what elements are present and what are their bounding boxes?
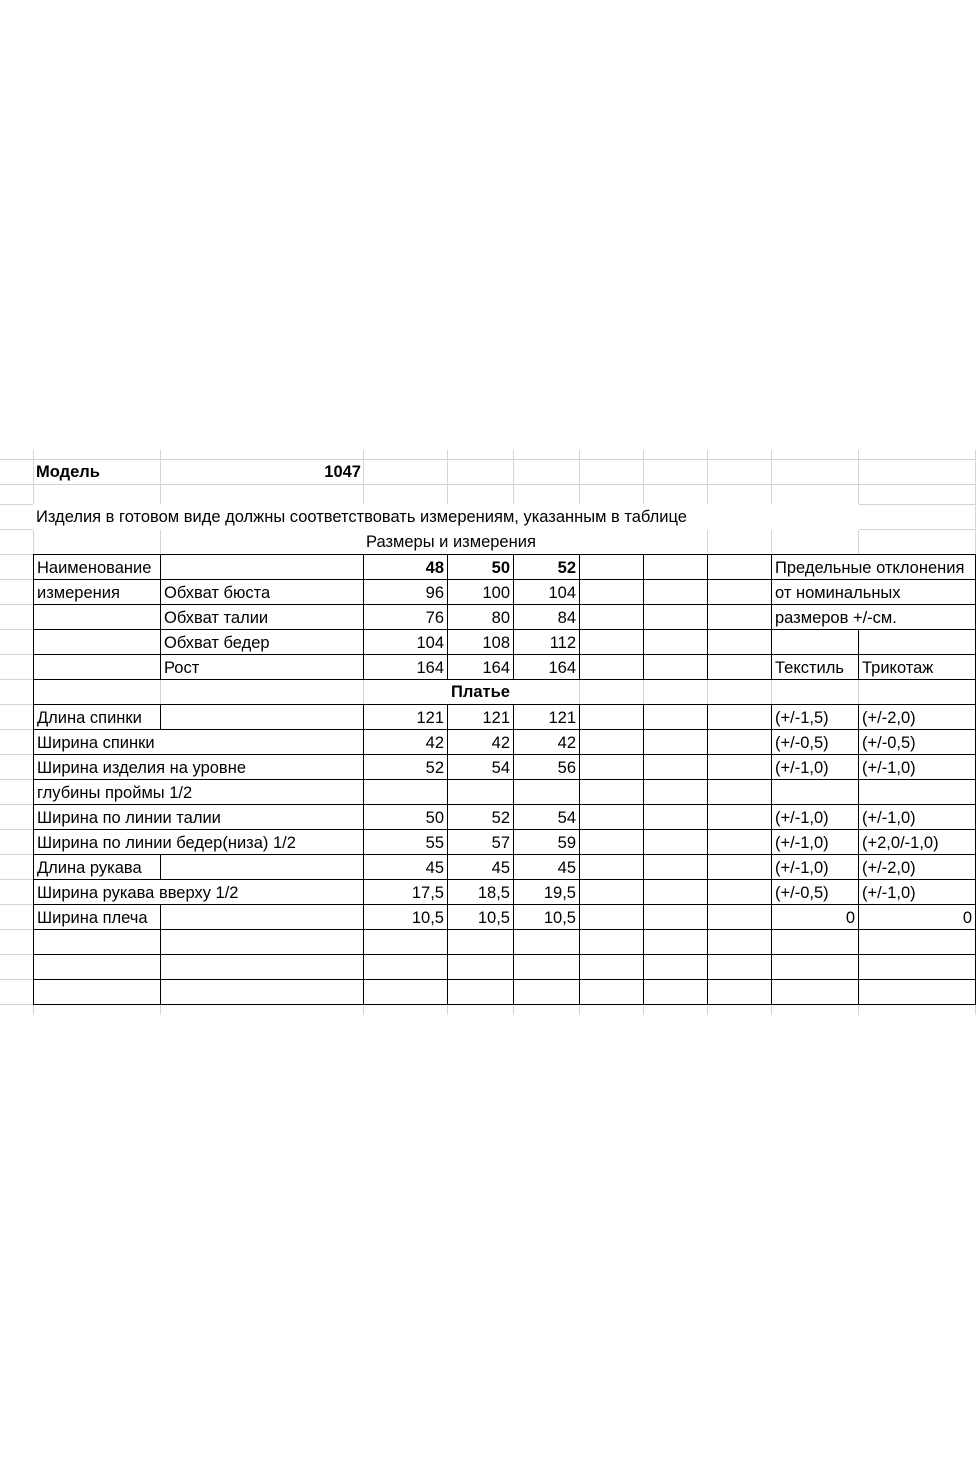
empty-cell[interactable] [363,979,448,1005]
size-header[interactable]: 52 [513,554,580,580]
empty-cell[interactable] [707,554,772,580]
garment-name[interactable]: Ширина рукава вверху 1/2 [33,879,364,905]
garment-value[interactable]: 50 [363,804,448,830]
measurement-value[interactable]: 96 [363,579,448,605]
garment-value[interactable]: 45 [447,854,514,880]
size-header[interactable]: 48 [363,554,448,580]
empty-cell[interactable] [579,879,644,905]
empty-cell[interactable] [643,754,708,780]
textile-tolerance[interactable]: (+/-0,5) [771,729,859,755]
empty-cell[interactable] [858,629,976,655]
empty-cell[interactable] [707,879,772,905]
empty-cell[interactable] [707,979,772,1005]
empty-cell[interactable] [579,704,644,730]
empty-cell[interactable] [858,954,976,980]
garment-value[interactable]: 52 [447,804,514,830]
garment-value[interactable]: 57 [447,829,514,855]
empty-cell[interactable] [707,629,772,655]
note-text[interactable]: Изделия в готовом виде должны соответствовать измерениям, указанным в таблице [33,504,859,530]
garment-value[interactable]: 45 [363,854,448,880]
empty-cell[interactable] [579,554,644,580]
empty-cell[interactable] [643,729,708,755]
deviation-header[interactable]: от номинальных [771,579,976,605]
empty-cell[interactable] [33,954,161,980]
empty-cell[interactable] [160,929,364,955]
empty-cell[interactable] [160,554,364,580]
measurement-value[interactable]: 104 [513,579,580,605]
measurement-name[interactable]: Рост [160,654,364,680]
empty-cell[interactable] [707,804,772,830]
empty-cell[interactable] [643,629,708,655]
garment-name[interactable]: Длина спинки [33,704,161,730]
empty-cell[interactable] [771,629,859,655]
empty-cell[interactable] [579,579,644,605]
measurement-value[interactable]: 84 [513,604,580,630]
empty-cell[interactable] [579,929,644,955]
empty-cell[interactable] [513,979,580,1005]
garment-value[interactable]: 42 [447,729,514,755]
measurement-value[interactable]: 112 [513,629,580,655]
empty-cell[interactable] [707,654,772,680]
measurement-name[interactable]: Обхват талии [160,604,364,630]
empty-cell[interactable] [579,779,644,805]
model-number[interactable]: 1047 [324,463,361,481]
measurement-value[interactable]: 80 [447,604,514,630]
measurement-value[interactable]: 108 [447,629,514,655]
garment-value[interactable]: 121 [363,704,448,730]
empty-cell[interactable] [707,779,772,805]
section-title[interactable]: Платье [447,679,514,705]
knit-tolerance[interactable]: (+/-2,0) [858,854,976,880]
garment-name[interactable]: Ширина по линии бедер(низа) 1/2 [33,829,364,855]
empty-cell[interactable] [579,829,644,855]
textile-tolerance[interactable]: (+/-0,5) [771,879,859,905]
sizes-title[interactable]: Размеры и измерения [363,529,644,555]
garment-value[interactable]: 10,5 [513,904,580,930]
garment-value[interactable]: 54 [513,804,580,830]
empty-cell[interactable] [707,754,772,780]
empty-cell[interactable] [579,754,644,780]
header-name[interactable]: Наименование [33,554,161,580]
measurement-value[interactable]: 100 [447,579,514,605]
empty-cell[interactable] [707,929,772,955]
garment-value[interactable]: 45 [513,854,580,880]
empty-cell[interactable] [643,854,708,880]
empty-cell[interactable] [33,629,161,655]
empty-cell[interactable] [579,654,644,680]
empty-cell[interactable] [160,954,364,980]
empty-cell[interactable] [771,954,859,980]
empty-cell[interactable] [363,954,448,980]
garment-value[interactable] [447,779,514,805]
empty-cell[interactable] [707,729,772,755]
empty-cell[interactable] [643,954,708,980]
textile-tolerance[interactable]: (+/-1,0) [771,829,859,855]
empty-cell[interactable] [160,904,364,930]
garment-value[interactable]: 54 [447,754,514,780]
textile-tolerance[interactable]: (+/-1,0) [771,754,859,780]
measurement-value[interactable]: 76 [363,604,448,630]
knit-tolerance[interactable] [858,779,976,805]
knit-tolerance[interactable]: (+/-2,0) [858,704,976,730]
empty-cell[interactable] [858,979,976,1005]
garment-value[interactable]: 10,5 [447,904,514,930]
model-label[interactable]: Модель [36,463,100,481]
garment-value[interactable]: 10,5 [363,904,448,930]
empty-cell[interactable] [447,929,514,955]
garment-value[interactable]: 19,5 [513,879,580,905]
empty-cell[interactable] [643,579,708,605]
empty-cell[interactable] [771,979,859,1005]
measurement-value[interactable]: 164 [363,654,448,680]
empty-cell[interactable] [707,854,772,880]
knit-tolerance[interactable]: (+/-1,0) [858,804,976,830]
measurement-value[interactable]: 164 [447,654,514,680]
garment-value[interactable]: 59 [513,829,580,855]
measurement-value[interactable]: 164 [513,654,580,680]
measurement-name[interactable]: Обхват бюста [160,579,364,605]
empty-cell[interactable] [643,604,708,630]
garment-value[interactable]: 42 [363,729,448,755]
empty-cell[interactable] [643,654,708,680]
empty-cell[interactable] [513,929,580,955]
empty-cell[interactable] [513,954,580,980]
empty-cell[interactable] [579,804,644,830]
knit-tolerance[interactable]: (+/-1,0) [858,879,976,905]
measurement-name[interactable]: Обхват бедер [160,629,364,655]
knit-tolerance[interactable]: (+/-0,5) [858,729,976,755]
empty-cell[interactable] [579,904,644,930]
empty-cell[interactable] [771,929,859,955]
empty-cell[interactable] [33,929,161,955]
knit-tolerance[interactable]: (+2,0/-1,0) [858,829,976,855]
knitwear-header[interactable]: Трикотаж [858,654,976,680]
garment-name[interactable]: Длина рукава [33,854,161,880]
empty-cell[interactable] [579,604,644,630]
empty-cell[interactable] [643,979,708,1005]
empty-cell[interactable] [579,729,644,755]
deviation-header[interactable]: размеров +/-см. [771,604,976,630]
empty-cell[interactable] [643,929,708,955]
empty-cell[interactable] [707,579,772,605]
empty-cell[interactable] [643,904,708,930]
empty-cell[interactable] [643,879,708,905]
textile-tolerance[interactable]: (+/-1,0) [771,854,859,880]
empty-cell[interactable] [707,704,772,730]
knit-tolerance[interactable]: 0 [858,904,976,930]
empty-cell[interactable] [707,904,772,930]
garment-name[interactable]: Ширина изделия на уровне [33,754,364,780]
textile-tolerance[interactable]: (+/-1,0) [771,804,859,830]
empty-cell[interactable] [643,554,708,580]
empty-cell[interactable] [707,829,772,855]
empty-cell[interactable] [579,629,644,655]
empty-cell[interactable] [363,929,448,955]
empty-cell[interactable] [160,854,364,880]
empty-cell[interactable] [858,929,976,955]
size-header[interactable]: 50 [447,554,514,580]
garment-value[interactable] [513,779,580,805]
empty-cell[interactable] [33,604,161,630]
garment-name[interactable]: Ширина спинки [33,729,364,755]
empty-cell[interactable] [33,654,161,680]
empty-cell[interactable] [579,954,644,980]
garment-name[interactable]: глубины проймы 1/2 [33,779,364,805]
empty-cell[interactable] [160,979,364,1005]
deviation-header[interactable]: Предельные отклонения [771,554,976,580]
garment-value[interactable] [363,779,448,805]
textile-tolerance[interactable]: 0 [771,904,859,930]
garment-value[interactable]: 55 [363,829,448,855]
empty-cell[interactable] [643,779,708,805]
empty-cell[interactable] [707,604,772,630]
garment-value[interactable]: 18,5 [447,879,514,905]
garment-value[interactable]: 121 [447,704,514,730]
empty-cell[interactable] [579,979,644,1005]
textile-tolerance[interactable] [771,779,859,805]
empty-cell[interactable] [160,704,364,730]
garment-value[interactable]: 52 [363,754,448,780]
garment-value[interactable]: 56 [513,754,580,780]
garment-value[interactable]: 42 [513,729,580,755]
textile-header[interactable]: Текстиль [771,654,859,680]
empty-cell[interactable] [707,954,772,980]
garment-value[interactable]: 17,5 [363,879,448,905]
garment-name[interactable]: Ширина плеча [33,904,161,930]
empty-cell[interactable] [579,854,644,880]
empty-cell[interactable] [447,979,514,1005]
measurement-value[interactable]: 104 [363,629,448,655]
knit-tolerance[interactable]: (+/-1,0) [858,754,976,780]
garment-name[interactable]: Ширина по линии талии [33,804,364,830]
empty-cell[interactable] [643,704,708,730]
empty-cell[interactable] [643,804,708,830]
textile-tolerance[interactable]: (+/-1,5) [771,704,859,730]
garment-value[interactable]: 121 [513,704,580,730]
empty-cell[interactable] [33,979,161,1005]
empty-cell[interactable] [447,954,514,980]
header-name-2[interactable]: измерения [33,579,161,605]
empty-cell[interactable] [643,829,708,855]
